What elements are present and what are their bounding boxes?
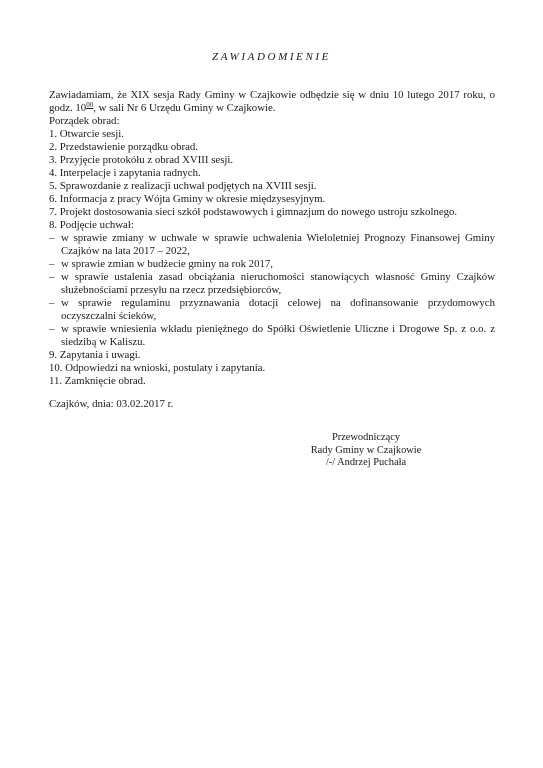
dash-bullet: –: [49, 323, 55, 335]
agenda-item: 4. Interpelacje i zapytania radnych.: [49, 167, 201, 179]
agenda-item: 10. Odpowiedzi na wnioski, postulaty i zapytania.: [49, 362, 266, 374]
agenda-item: 1. Otwarcie sesji.: [49, 128, 124, 140]
signature-name: /-/ Andrzej Puchała: [325, 457, 407, 468]
agenda-item: 6. Informacja z pracy Wójta Gminy w okresie międzysesyjnym.: [49, 193, 326, 205]
signature-body: Rady Gminy w Czajkowie: [310, 444, 422, 456]
resolution-text-line: w sprawie zmian w budżecie gminy na rok 2017,: [61, 258, 273, 270]
resolution-text-line: w sprawie ustalenia zasad obciążania nieruchomości stanowiących własność Gminy Czajków: [61, 271, 495, 283]
resolution-text-line: siedzibą w Kaliszu.: [61, 336, 146, 348]
agenda-item: 9. Zapytania i uwagi.: [49, 349, 141, 361]
intro-line-2: [49, 102, 495, 115]
resolution-item: [49, 297, 495, 323]
agenda-item: 3. Przyjęcie protokółu z obrad XVIII sesji.: [49, 154, 234, 166]
agenda-label: Porządek obrad:: [49, 115, 120, 127]
agenda-item: 2. Przedstawienie porządku obrad.: [49, 141, 199, 153]
place-and-date: Czajków, dnia: 03.02.2017 r.: [49, 398, 174, 410]
intro-venue: , w sali Nr 6 Urzędu Gminy w Czajkowie.: [93, 102, 276, 114]
resolution-item: [49, 232, 495, 258]
document-body: [49, 89, 495, 388]
agenda-item: 7. Projekt dostosowania sieci szkół podstawowych i gimnazjum do nowego ustroju szkolnego.: [49, 206, 458, 218]
agenda-item: 8. Podjęcie uchwał:: [49, 219, 134, 231]
intro-time-minutes: 00: [86, 101, 94, 109]
agenda-item: 5. Sprawozdanie z realizacji uchwał podjętych na XVIII sesji.: [49, 180, 317, 192]
resolution-text-line: w sprawie regulaminu przyznawania dotacji celowej na dofinansowanie przydomowych: [61, 297, 495, 309]
resolution-text-line: w sprawie zmiany w uchwale w sprawie uchwalenia Wieloletniej Prognozy Finansowej Gminy: [61, 232, 495, 244]
document-title: ZAWIADOMIENIE: [212, 51, 331, 63]
resolution-text-line: służebnościami przesyłu na rzecz przedsiębiorców,: [61, 284, 282, 296]
resolution-item: [49, 271, 495, 297]
dash-bullet: –: [49, 271, 55, 283]
resolution-text-line: oczyszczalni ścieków,: [61, 310, 157, 322]
resolution-item: [49, 258, 495, 271]
signature-role: Przewodniczący: [331, 432, 401, 443]
intro-time-prefix: godz. 10: [49, 102, 87, 114]
resolution-text-line: w sprawie wniesienia wkładu pieniężnego do Spółki Oświetlenie Uliczne i Drogowe Sp. z o.o. z: [61, 323, 495, 335]
resolution-item: [49, 323, 495, 349]
dash-bullet: –: [49, 258, 55, 270]
dash-bullet: –: [49, 232, 55, 244]
resolution-text-line: Czajków na lata 2017 – 2022,: [61, 245, 190, 257]
intro-line-1: Zawiadamiam, że XIX sesja Rady Gminy w Czajkowie odbędzie się w dniu 10 lutego 2017 roku, o: [49, 89, 495, 101]
agenda-item: 11. Zamknięcie obrad.: [49, 375, 146, 387]
signature-block: [296, 432, 436, 470]
dash-bullet: –: [49, 297, 55, 309]
